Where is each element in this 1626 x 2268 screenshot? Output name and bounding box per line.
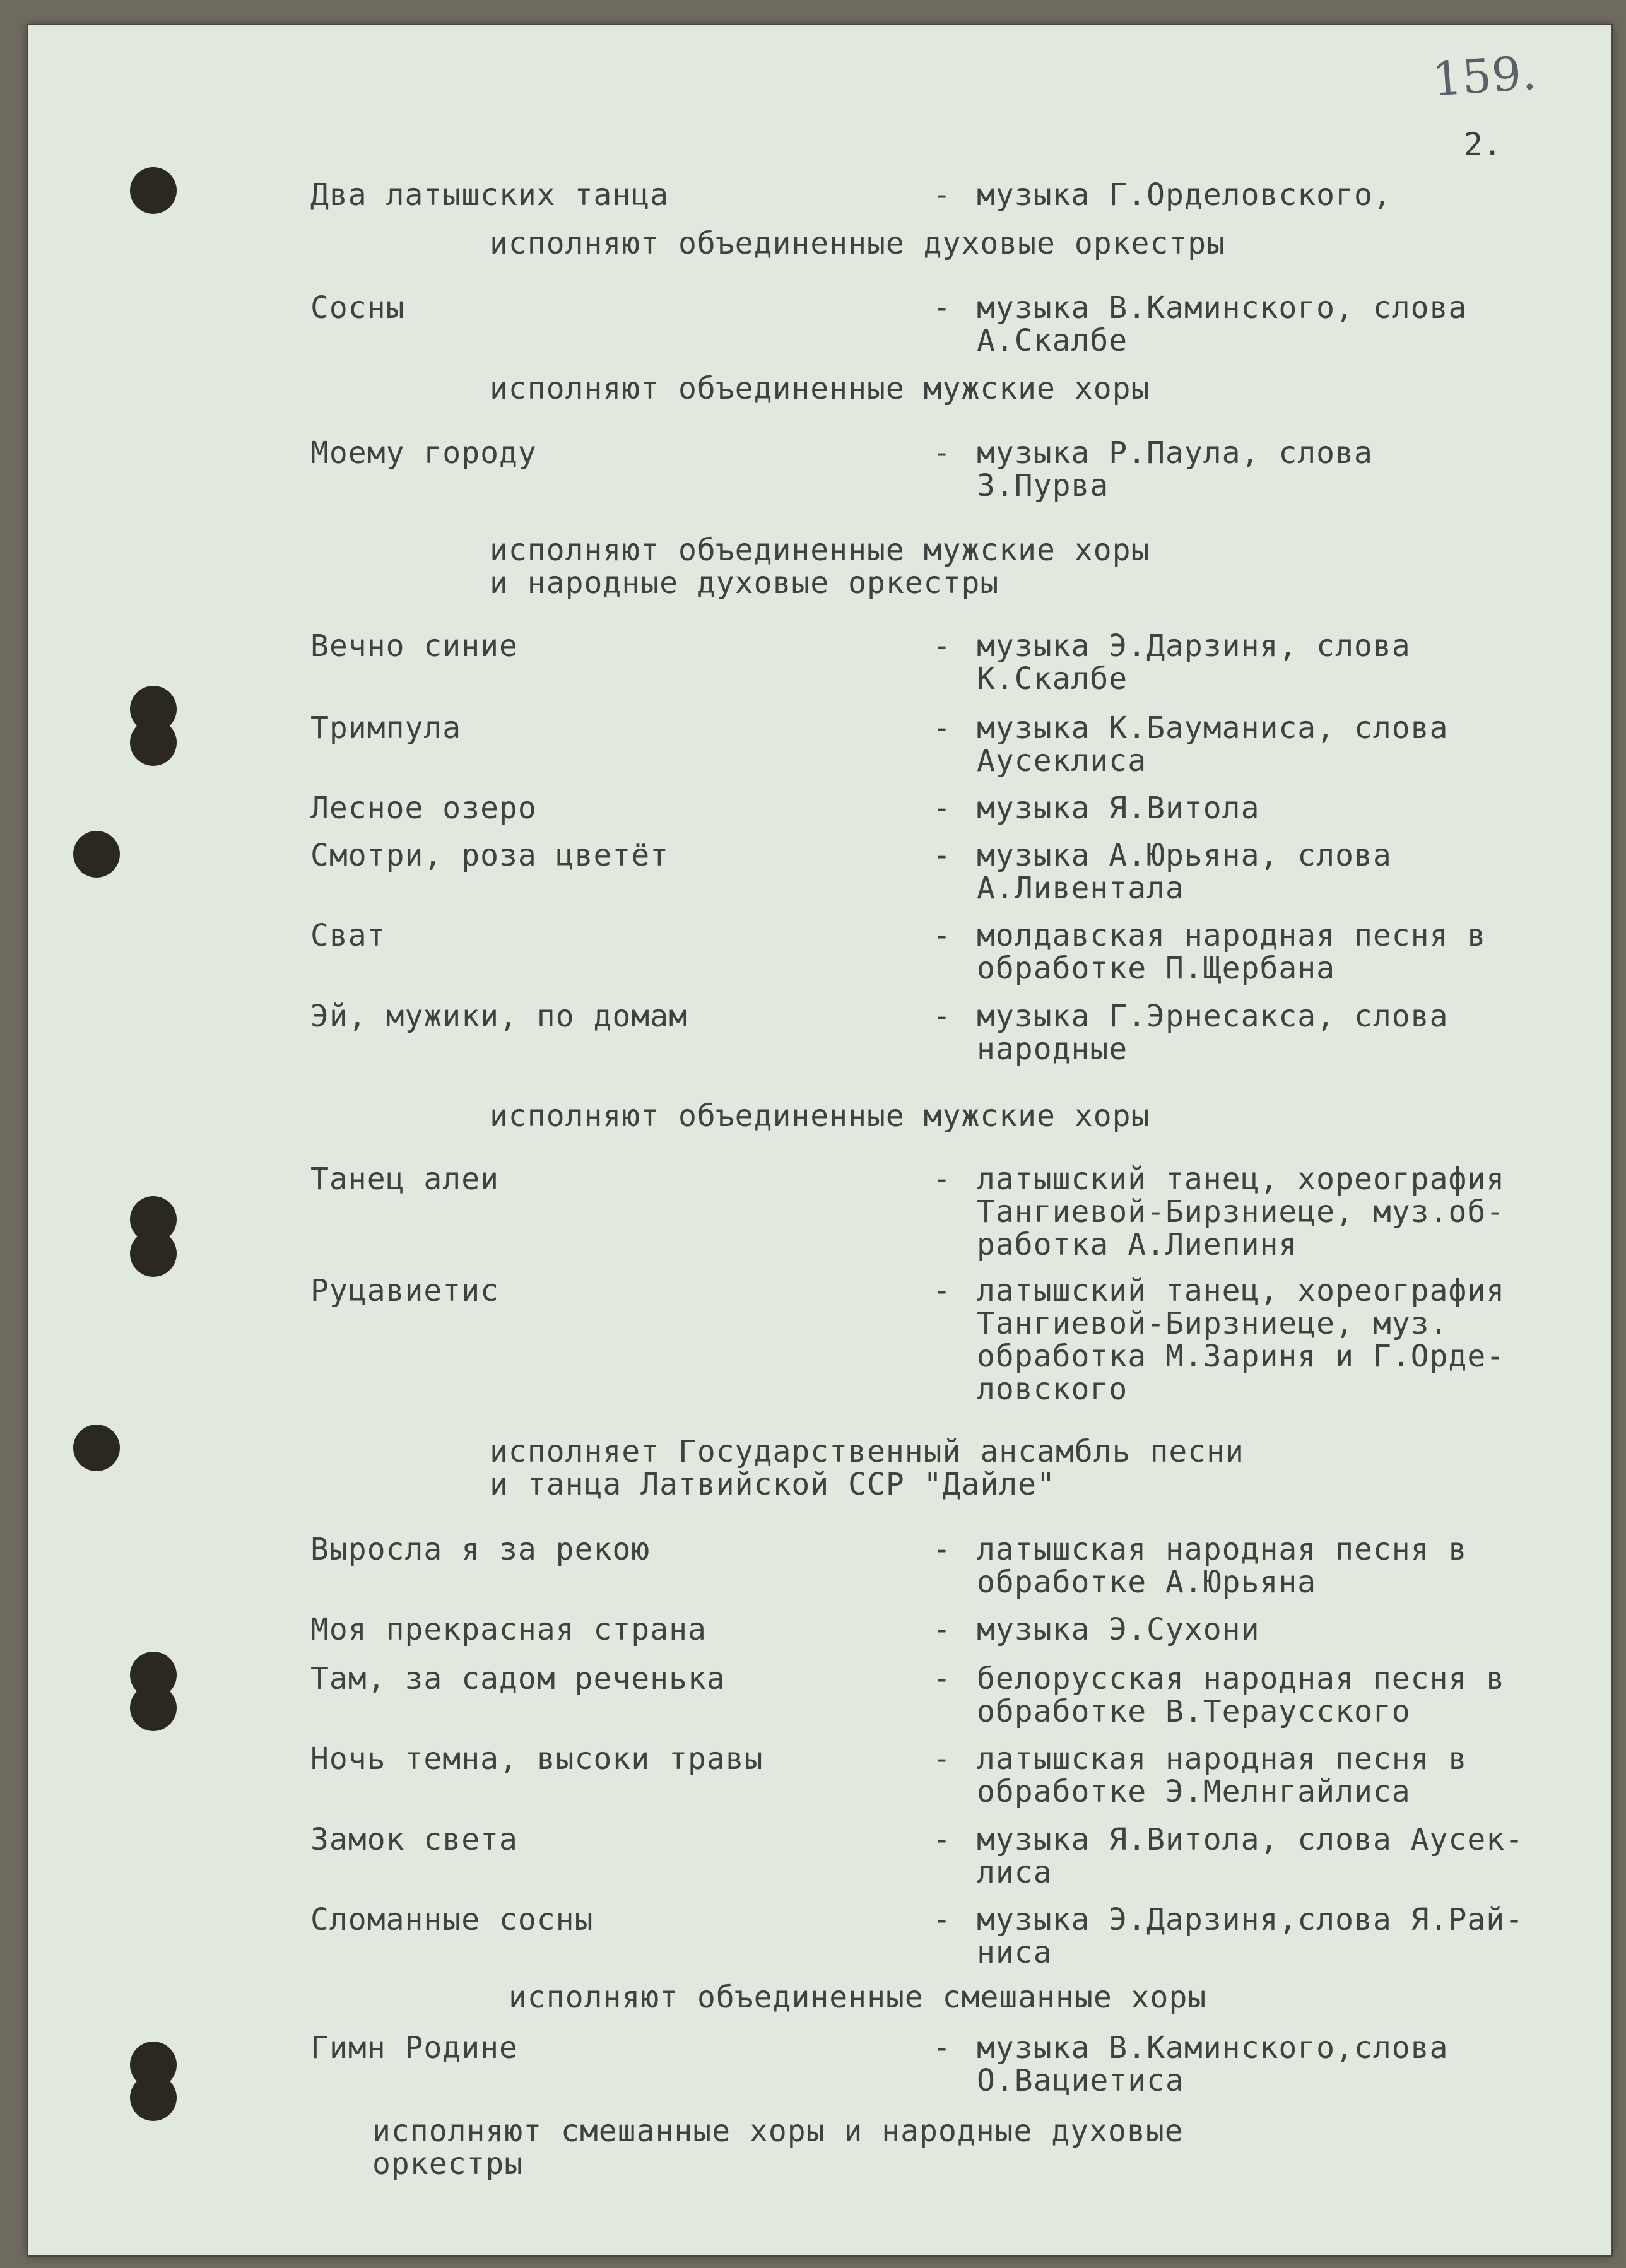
program-item-dash: - <box>933 1741 951 1777</box>
performer-heading: и народные духовые оркестры <box>490 565 999 601</box>
program-item-dash: - <box>933 1822 951 1857</box>
program-item-title: Сломанные сосны <box>310 1902 594 1937</box>
program-item-credits: работка А.Лиепиня <box>977 1227 1298 1262</box>
program-item-title: Эй, мужики, по домам <box>310 999 688 1034</box>
performer-heading: исполняют объединенные мужские хоры <box>490 532 1150 568</box>
program-item-dash: - <box>933 790 951 826</box>
program-item-credits: обработка М.Зариня и Г.Орде- <box>977 1339 1505 1374</box>
program-item-title: Смотри, роза цветёт <box>310 838 669 873</box>
program-item-title: Вечно синие <box>310 628 518 664</box>
program-item-credits: А.Ливентала <box>977 871 1184 906</box>
archive-folio-number: 159. <box>1430 45 1538 107</box>
program-item-dash: - <box>933 2030 951 2065</box>
program-item-credits: молдавская народная песня в <box>977 918 1487 953</box>
program-item-credits: латышская народная песня в <box>977 1532 1468 1567</box>
program-item-credits: ловского <box>977 1372 1128 1407</box>
program-item-title: Два латышских танца <box>310 177 669 213</box>
program-item-title: Там, за садом реченька <box>310 1661 726 1696</box>
program-item-credits: музыка А.Юрьяна, слова <box>977 838 1392 873</box>
performer-heading: исполняют объединенные духовые оркестры <box>490 226 1226 261</box>
program-item-dash: - <box>933 999 951 1034</box>
punch-hole <box>130 1684 177 1731</box>
program-item-credits: народные <box>977 1031 1128 1067</box>
program-item-credits: латышская народная песня в <box>977 1741 1468 1777</box>
program-item-credits: музыка Э.Сухони <box>977 1612 1260 1647</box>
program-item-dash: - <box>933 838 951 873</box>
program-item-dash: - <box>933 710 951 746</box>
program-item-title: Замок света <box>310 1822 518 1857</box>
program-item-credits: К.Скалбе <box>977 661 1128 696</box>
program-item-dash: - <box>933 628 951 664</box>
performer-heading: оркестры <box>372 2146 524 2182</box>
program-item-dash: - <box>933 1902 951 1937</box>
program-item-credits: З.Пурва <box>977 468 1109 503</box>
program-item-title: Ночь темна, высоки травы <box>310 1741 763 1777</box>
program-item-credits: обработке П.Щербана <box>977 951 1336 986</box>
program-item-title: Танец алеи <box>310 1161 499 1197</box>
program-item-dash: - <box>933 918 951 953</box>
program-item-title: Моему городу <box>310 435 537 471</box>
program-item-credits: музыка Я.Витола, слова Аусек- <box>977 1822 1524 1857</box>
program-item-credits: музыка В.Каминского, слова <box>977 290 1468 326</box>
program-item-credits: Аусеклиса <box>977 743 1147 779</box>
program-item-credits: латышский танец, хореография <box>977 1161 1505 1197</box>
performer-heading: исполняют объединенные мужские хоры <box>490 371 1150 406</box>
program-item-credits: музыка К.Бауманиса, слова <box>977 710 1449 746</box>
program-item-credits: латышский танец, хореография <box>977 1273 1505 1308</box>
program-item-dash: - <box>933 435 951 471</box>
performer-heading: и танца Латвийской ССР "Дайле" <box>490 1467 1056 1502</box>
program-item-credits: музыка Г.Орделовского, <box>977 177 1392 213</box>
punch-hole <box>73 1425 120 1471</box>
performer-heading: исполняют объединенные смешанные хоры <box>509 1980 1207 2015</box>
program-item-credits: лиса <box>977 1855 1052 1890</box>
performer-heading: исполняют объединенные мужские хоры <box>490 1098 1150 1134</box>
punch-hole <box>130 719 177 766</box>
page-number: 2. <box>1464 126 1502 163</box>
punch-hole <box>130 167 177 214</box>
program-item-dash: - <box>933 177 951 213</box>
program-item-credits: музыка Г.Эрнесакса, слова <box>977 999 1449 1034</box>
program-item-credits: Тангиевой-Бирзниеце, муз. <box>977 1306 1449 1341</box>
program-item-title: Тримпула <box>310 710 462 746</box>
program-item-credits: музыка В.Каминского,слова <box>977 2030 1449 2065</box>
program-item-title: Лесное озеро <box>310 790 537 826</box>
program-item-credits: музыка Я.Витола <box>977 790 1260 826</box>
program-item-credits: музыка Р.Паула, слова <box>977 435 1373 471</box>
program-item-credits: О.Вациетиса <box>977 2063 1184 2098</box>
program-item-credits: ниса <box>977 1935 1052 1970</box>
program-item-credits: обработке Э.Мелнгайлиса <box>977 1774 1411 1809</box>
program-item-credits: обработке А.Юрьяна <box>977 1565 1317 1600</box>
program-item-credits: А.Скалбе <box>977 323 1128 358</box>
program-item-title: Руцавиетис <box>310 1273 499 1308</box>
program-item-dash: - <box>933 1273 951 1308</box>
performer-heading: исполняют смешанные хоры и народные духовые <box>372 2113 1184 2149</box>
punch-hole <box>130 2074 177 2121</box>
program-item-dash: - <box>933 290 951 326</box>
program-item-title: Сват <box>310 918 386 953</box>
performer-heading: исполняет Государственный ансамбль песни <box>490 1434 1244 1469</box>
program-item-title: Выросла я за рекою <box>310 1532 651 1567</box>
program-item-dash: - <box>933 1661 951 1696</box>
program-item-credits: музыка Э.Дарзиня,слова Я.Рай- <box>977 1902 1524 1937</box>
punch-hole <box>130 1230 177 1277</box>
program-item-dash: - <box>933 1161 951 1197</box>
program-item-credits: белорусская народная песня в <box>977 1661 1505 1696</box>
program-item-dash: - <box>933 1612 951 1647</box>
program-item-dash: - <box>933 1532 951 1567</box>
program-item-credits: обработке В.Тераусского <box>977 1694 1411 1729</box>
program-item-title: Сосны <box>310 290 405 326</box>
punch-hole <box>73 831 120 878</box>
program-item-credits: музыка Э.Дарзиня, слова <box>977 628 1411 664</box>
program-item-title: Моя прекрасная страна <box>310 1612 707 1647</box>
program-item-title: Гимн Родине <box>310 2030 518 2065</box>
program-item-credits: Тангиевой-Бирзниеце, муз.об- <box>977 1194 1505 1230</box>
